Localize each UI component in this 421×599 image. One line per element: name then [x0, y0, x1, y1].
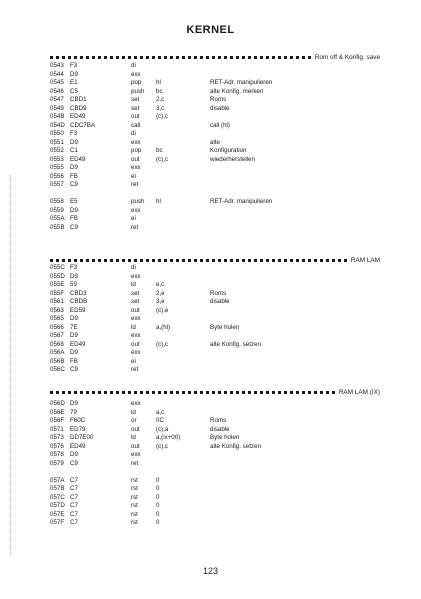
code-line [50, 79, 390, 88]
operand: 3,c [156, 104, 165, 112]
hex-bytes: FB [70, 215, 78, 222]
operand: a,(hl) [156, 323, 171, 331]
address: 057A [50, 476, 65, 484]
code-line [50, 290, 390, 299]
section-heading: RAM LAM (IX) [338, 388, 380, 396]
mnemonic: exx [131, 164, 141, 171]
operand: 0 [156, 510, 160, 518]
code-line [50, 315, 390, 324]
operand: 0 [156, 485, 160, 492]
hex-bytes: E1 [70, 79, 78, 86]
mnemonic: exx [131, 272, 141, 280]
mnemonic: rst [131, 485, 138, 492]
section-separator [50, 52, 380, 62]
code-line [50, 62, 390, 71]
code-line [50, 273, 390, 282]
mnemonic: exx [131, 451, 141, 458]
code-line [50, 105, 390, 114]
operand: (c),e [156, 306, 169, 314]
hex-bytes: C1 [70, 147, 78, 154]
hex-bytes: C7 [70, 485, 78, 492]
address: 055A [50, 215, 65, 222]
address: 0566 [50, 323, 64, 331]
code-line [50, 181, 390, 190]
hex-bytes: F3 [70, 264, 78, 271]
hex-bytes: D9 [70, 138, 78, 146]
address: 0551 [50, 138, 64, 146]
mnemonic: out [131, 113, 140, 120]
address: 0558 [50, 198, 64, 205]
code-block [50, 400, 390, 528]
mnemonic: di [131, 130, 136, 137]
address: 056B [50, 357, 65, 365]
mnemonic: call [131, 121, 141, 129]
hex-bytes: ED59 [70, 306, 86, 314]
address: 0552 [50, 147, 64, 154]
hex-bytes: F60C [70, 417, 86, 424]
hex-bytes: C7 [70, 502, 78, 509]
mnemonic: out [131, 425, 140, 433]
address: 057D [50, 502, 65, 509]
code-line [50, 511, 390, 520]
hex-bytes: C5 [70, 87, 78, 95]
operand: (c),c [156, 340, 169, 348]
hex-bytes: F3 [70, 130, 78, 137]
address: 0557 [50, 181, 64, 188]
code-line [50, 477, 390, 486]
code-line [50, 264, 390, 273]
code-block [50, 264, 390, 375]
hex-bytes: D9 [70, 272, 78, 280]
mnemonic: exx [131, 315, 141, 322]
mnemonic: ei [131, 357, 136, 365]
code-line [50, 198, 390, 207]
address: 056A [50, 349, 65, 356]
address: 0555 [50, 164, 64, 171]
code-line [50, 96, 390, 105]
operand: (c),c [156, 155, 169, 163]
mnemonic: exx [131, 400, 141, 407]
mnemonic: push [131, 198, 145, 205]
mnemonic: ld [131, 323, 136, 331]
address: 057C [50, 493, 65, 501]
mnemonic: ei [131, 215, 136, 222]
address: 0567 [50, 332, 64, 339]
code-line [50, 207, 390, 216]
code-line [50, 341, 390, 350]
mnemonic: set [131, 298, 140, 305]
mnemonic: ld [131, 434, 136, 441]
operand: 0C [156, 417, 164, 424]
dotted-rule [50, 259, 347, 262]
mnemonic: exx [131, 332, 141, 339]
code-line [50, 71, 390, 80]
address: 0578 [50, 451, 64, 458]
hex-bytes: C7 [70, 476, 78, 484]
hex-bytes: 79 [70, 408, 77, 416]
address: 057E [50, 510, 65, 518]
code-line [50, 443, 390, 452]
hex-bytes: C9 [70, 459, 78, 467]
address: 057B [50, 485, 65, 492]
operand: hl [156, 198, 161, 205]
address: 0543 [50, 62, 64, 69]
mnemonic: ld [131, 408, 136, 416]
comment: wiederherstellen [210, 155, 256, 163]
code-line [50, 215, 390, 224]
page-number: 123 [202, 566, 219, 576]
comment: Roms [210, 289, 227, 297]
address: 0556 [50, 172, 64, 180]
mnemonic: ret [131, 181, 139, 188]
address: 0545 [50, 79, 64, 86]
address: 0571 [50, 425, 64, 433]
code-line [50, 130, 390, 139]
mnemonic: rst [131, 493, 138, 501]
hex-bytes: 7E [70, 323, 78, 331]
operand: 0 [156, 476, 160, 484]
mnemonic: out [131, 340, 140, 348]
mnemonic: exx [131, 206, 141, 214]
code-line [50, 156, 390, 165]
dotted-rule [50, 391, 335, 394]
operand: bc [156, 147, 163, 154]
comment: Byte holen [210, 434, 240, 441]
mnemonic: ret [131, 366, 139, 373]
code-line [50, 139, 390, 148]
comment: disable [210, 425, 230, 433]
address: 056F [50, 417, 65, 424]
mnemonic: out [131, 155, 140, 163]
address: 056D [50, 400, 65, 407]
mnemonic: rst [131, 510, 138, 518]
mnemonic: pop [131, 147, 142, 154]
address: 056C [50, 366, 65, 373]
blank-line [50, 190, 390, 199]
comment: alte Konfig. setzen [210, 340, 261, 348]
code-line [50, 426, 390, 435]
address: 056E [50, 408, 65, 416]
operand: a,c [156, 408, 165, 416]
hex-bytes: FB [70, 172, 78, 180]
operand: 3,e [156, 298, 165, 305]
hex-bytes: C9 [70, 181, 78, 188]
code-line [50, 113, 390, 122]
hex-bytes: D9 [70, 164, 78, 171]
comment: Byte holen [210, 323, 240, 331]
comment: alte Konfig. merken [210, 87, 264, 95]
mnemonic: exx [131, 70, 141, 78]
code-line [50, 173, 390, 182]
operand: hl [156, 79, 161, 86]
hex-bytes: D9 [70, 400, 78, 407]
mnemonic: exx [131, 138, 141, 146]
code-line [50, 451, 390, 460]
mnemonic: di [131, 62, 136, 69]
code-line [50, 324, 390, 333]
comment: Konfiguration [210, 147, 247, 154]
address: 0553 [50, 155, 64, 163]
hex-bytes: DD7E00 [70, 434, 94, 441]
code-block [50, 62, 390, 232]
code-line [50, 434, 390, 443]
comment: Roms [210, 96, 227, 103]
mnemonic: ld [131, 281, 136, 288]
operand: 0 [156, 493, 160, 501]
section-heading: Rom off & Konfig. save [314, 53, 380, 61]
address: 057F [50, 519, 65, 526]
address: 0573 [50, 434, 64, 441]
mnemonic: push [131, 87, 145, 95]
hex-bytes: 59 [70, 281, 77, 288]
mnemonic: out [131, 306, 140, 314]
code-line [50, 409, 390, 418]
address: 0544 [50, 70, 64, 78]
hex-bytes: ED49 [70, 340, 86, 348]
address: 055B [50, 223, 65, 231]
hex-bytes: C9 [70, 366, 78, 373]
address: 054B [50, 113, 65, 120]
code-line [50, 164, 390, 173]
hex-bytes: D9 [70, 332, 78, 339]
address: 0579 [50, 459, 64, 467]
operand: e,c [156, 281, 165, 288]
mnemonic: rst [131, 502, 138, 509]
address: 0576 [50, 442, 64, 450]
address: 0568 [50, 340, 64, 348]
code-line [50, 519, 390, 528]
binding-marks [10, 175, 13, 555]
operand: (c),a [156, 425, 169, 433]
mnemonic: exx [131, 349, 141, 356]
hex-bytes: CBD9 [70, 104, 87, 112]
hex-bytes: C9 [70, 223, 78, 231]
mnemonic: or [131, 417, 137, 424]
code-line [50, 366, 390, 375]
operand: (c),c [156, 442, 169, 450]
address: 055E [50, 281, 65, 288]
hex-bytes: D9 [70, 206, 78, 214]
hex-bytes: ED79 [70, 425, 86, 433]
code-line [50, 358, 390, 367]
code-line [50, 307, 390, 316]
mnemonic: rst [131, 519, 138, 526]
mnemonic: rst [131, 476, 138, 484]
comment: disable [210, 104, 230, 112]
comment: alte [210, 138, 220, 146]
hex-bytes: E5 [70, 198, 78, 205]
address: 055F [50, 289, 65, 297]
code-line [50, 332, 390, 341]
operand: a,(ix+00) [156, 434, 181, 441]
hex-bytes: C7 [70, 519, 78, 526]
dotted-rule [50, 56, 311, 59]
hex-bytes: D9 [70, 349, 78, 356]
code-line [50, 147, 390, 156]
address: 0546 [50, 87, 64, 95]
comment: call (hl) [210, 121, 230, 129]
comment: RET-Adr. manipulieren [210, 79, 273, 86]
hex-bytes: ED49 [70, 155, 86, 163]
address: 0559 [50, 206, 64, 214]
mnemonic: set [131, 289, 140, 297]
hex-bytes: D9 [70, 451, 78, 458]
hex-bytes: FB [70, 357, 78, 365]
mnemonic: ei [131, 172, 136, 180]
comment: disable [210, 298, 230, 305]
hex-bytes: F3 [70, 62, 78, 69]
comment: RET-Adr. manipulieren [210, 198, 273, 205]
mnemonic: set [131, 96, 140, 103]
address: 054D [50, 121, 65, 129]
comment: Roms [210, 417, 227, 424]
mnemonic: set [131, 104, 140, 112]
operand: 0 [156, 519, 160, 526]
hex-bytes: D9 [70, 315, 78, 322]
address: 0561 [50, 298, 64, 305]
hex-bytes: CDC7BA [70, 121, 96, 129]
code-line [50, 349, 390, 358]
address: 055D [50, 272, 65, 280]
code-line [50, 502, 390, 511]
code-line [50, 400, 390, 409]
blank-line [50, 468, 390, 477]
code-line [50, 460, 390, 469]
operand: 0 [156, 502, 160, 509]
hex-bytes: ED49 [70, 442, 86, 450]
mnemonic: out [131, 442, 140, 450]
code-line [50, 494, 390, 503]
address: 0550 [50, 130, 64, 137]
hex-bytes: CBDB [70, 298, 88, 305]
section-separator [50, 387, 380, 397]
mnemonic: ret [131, 223, 139, 231]
operand: bc [156, 87, 163, 95]
hex-bytes: C7 [70, 510, 78, 518]
operand: 2,c [156, 96, 165, 103]
mnemonic: ret [131, 459, 139, 467]
address: 0565 [50, 315, 64, 322]
comment: alte Konfig. setzen [210, 442, 261, 450]
hex-bytes: D9 [70, 70, 78, 78]
mnemonic: pop [131, 79, 142, 86]
code-line [50, 485, 390, 494]
section-heading: RAM LAM [350, 256, 380, 264]
address: 055C [50, 264, 65, 271]
hex-bytes: C7 [70, 493, 78, 501]
hex-bytes: CBD3 [70, 289, 87, 297]
page-title: KERNEL [186, 24, 235, 36]
hex-bytes: CBD1 [70, 96, 87, 103]
code-line [50, 417, 390, 426]
operand: (c),c [156, 113, 169, 120]
address: 0563 [50, 306, 64, 314]
code-line [50, 122, 390, 131]
code-line [50, 88, 390, 97]
code-line [50, 298, 390, 307]
address: 0549 [50, 104, 64, 112]
mnemonic: di [131, 264, 136, 271]
address: 0547 [50, 96, 64, 103]
code-line [50, 224, 390, 233]
operand: 2,e [156, 289, 165, 297]
hex-bytes: ED49 [70, 113, 86, 120]
code-line [50, 281, 390, 290]
